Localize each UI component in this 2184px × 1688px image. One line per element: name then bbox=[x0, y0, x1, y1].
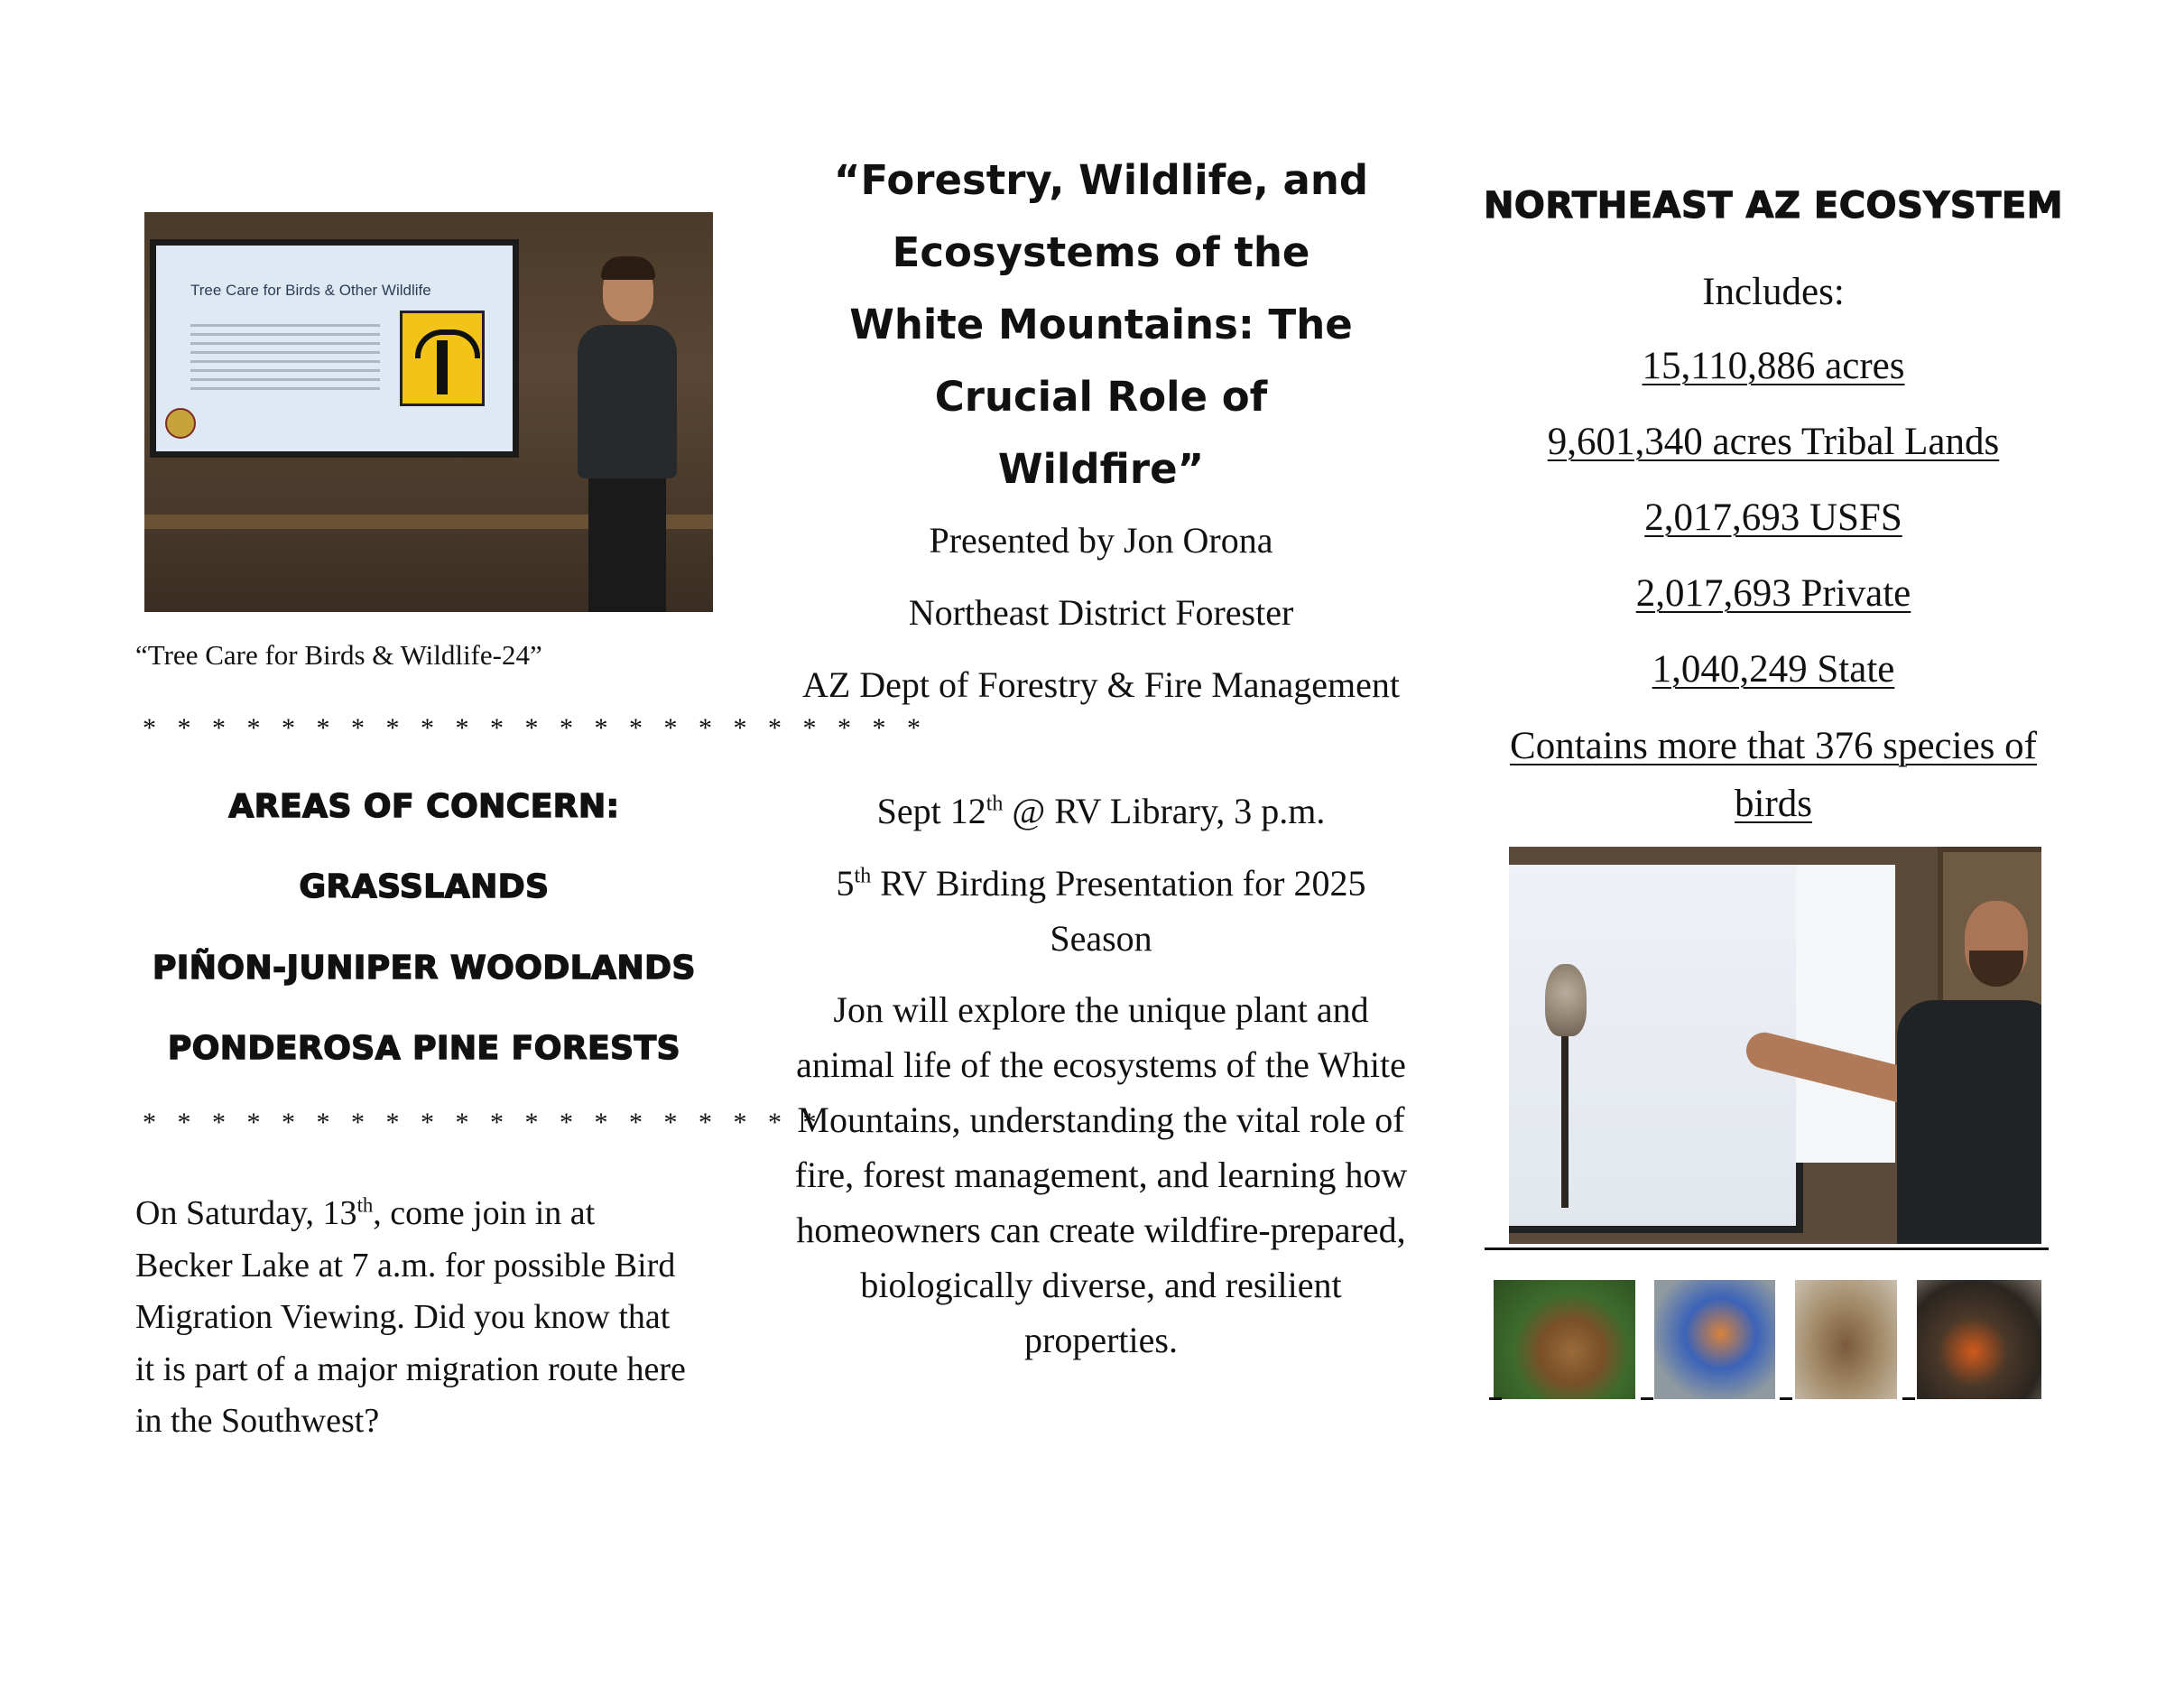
season-line: 5th RV Birding Presentation for 2025 Season bbox=[836, 863, 1366, 959]
stat-tribal-lands: 9,601,340 acres Tribal Lands bbox=[1547, 421, 2000, 463]
presenter bbox=[569, 253, 677, 612]
event-title: “Forestry, Wildlife, and Ecosystems of the White Mountains: The Crucial Role of Wildfire” bbox=[833, 156, 1369, 493]
stat-usfs: 2,017,693 USFS bbox=[1644, 496, 1902, 539]
stat-state: 1,040,249 State bbox=[1652, 648, 1895, 691]
slide-title: Tree Care for Birds & Other Wildlife bbox=[190, 282, 431, 299]
district-line: Northeast District Forester bbox=[908, 592, 1294, 633]
photo-underline bbox=[1485, 1247, 2049, 1250]
pinecone-thumbnail bbox=[1494, 1280, 1635, 1399]
event-description: Jon will explore the unique plant and animal life of the ecosystems of the White Mountains, understanding the vital role of fire, forest management, and learning how homeowners can create wildfire-prepared, biologically diverse, and resilient properties. bbox=[794, 989, 1408, 1360]
society-logo bbox=[165, 408, 196, 439]
stat-total-acres: 15,110,886 acres bbox=[1642, 345, 1905, 387]
elk-thumbnail bbox=[1795, 1280, 1897, 1399]
bluebird-thumbnail bbox=[1654, 1280, 1775, 1399]
date-line: Sept 12th @ RV Library, 3 p.m. bbox=[876, 791, 1326, 831]
underline-tick bbox=[1641, 1397, 1653, 1400]
stat-private: 2,017,693 Private bbox=[1635, 572, 1911, 615]
tv-screen bbox=[150, 239, 519, 458]
department-line: AZ Dept of Forestry & Fire Management bbox=[801, 664, 1401, 705]
underline-tick bbox=[1780, 1397, 1792, 1400]
stat-bird-species: Contains more that 376 species of birds bbox=[1510, 725, 2037, 825]
owl bbox=[1545, 964, 1587, 1036]
becker-lake-paragraph: On Saturday, 13th, come join in at Becker Lake at 7 a.m. for possible Bird Migration Viewing. Did you know that it is part of a major migration route here in the Southwest? bbox=[135, 1193, 686, 1440]
underline-tick bbox=[1489, 1397, 1502, 1400]
ecosystem-heading: NORTHEAST AZ ECOSYSTEM bbox=[1483, 185, 2064, 227]
pinon-juniper-heading: PIÑON-JUNIPER WOODLANDS bbox=[152, 950, 696, 987]
photo-caption: “Tree Care for Birds & Wildlife-24” bbox=[135, 639, 542, 671]
tree-logo bbox=[400, 311, 485, 406]
grasslands-heading: GRASSLANDS bbox=[299, 868, 550, 905]
presenter-line: Presented by Jon Orona bbox=[929, 520, 1273, 561]
star-divider: * * * * * * * * * * * * * * * * * * * * bbox=[143, 1108, 824, 1137]
star-divider: * * * * * * * * * * * * * * * * * * * * * * * bbox=[143, 713, 928, 743]
ponderosa-heading: PONDEROSA PINE FORESTS bbox=[167, 1030, 681, 1067]
owl-presentation-photo bbox=[1509, 847, 2041, 1244]
wildfire-thumbnail bbox=[1917, 1280, 2041, 1399]
presentation-photo bbox=[144, 212, 713, 612]
underline-tick bbox=[1902, 1397, 1915, 1400]
areas-of-concern-heading: AREAS OF CONCERN: bbox=[228, 788, 620, 825]
includes-label: Includes: bbox=[1702, 271, 1845, 313]
